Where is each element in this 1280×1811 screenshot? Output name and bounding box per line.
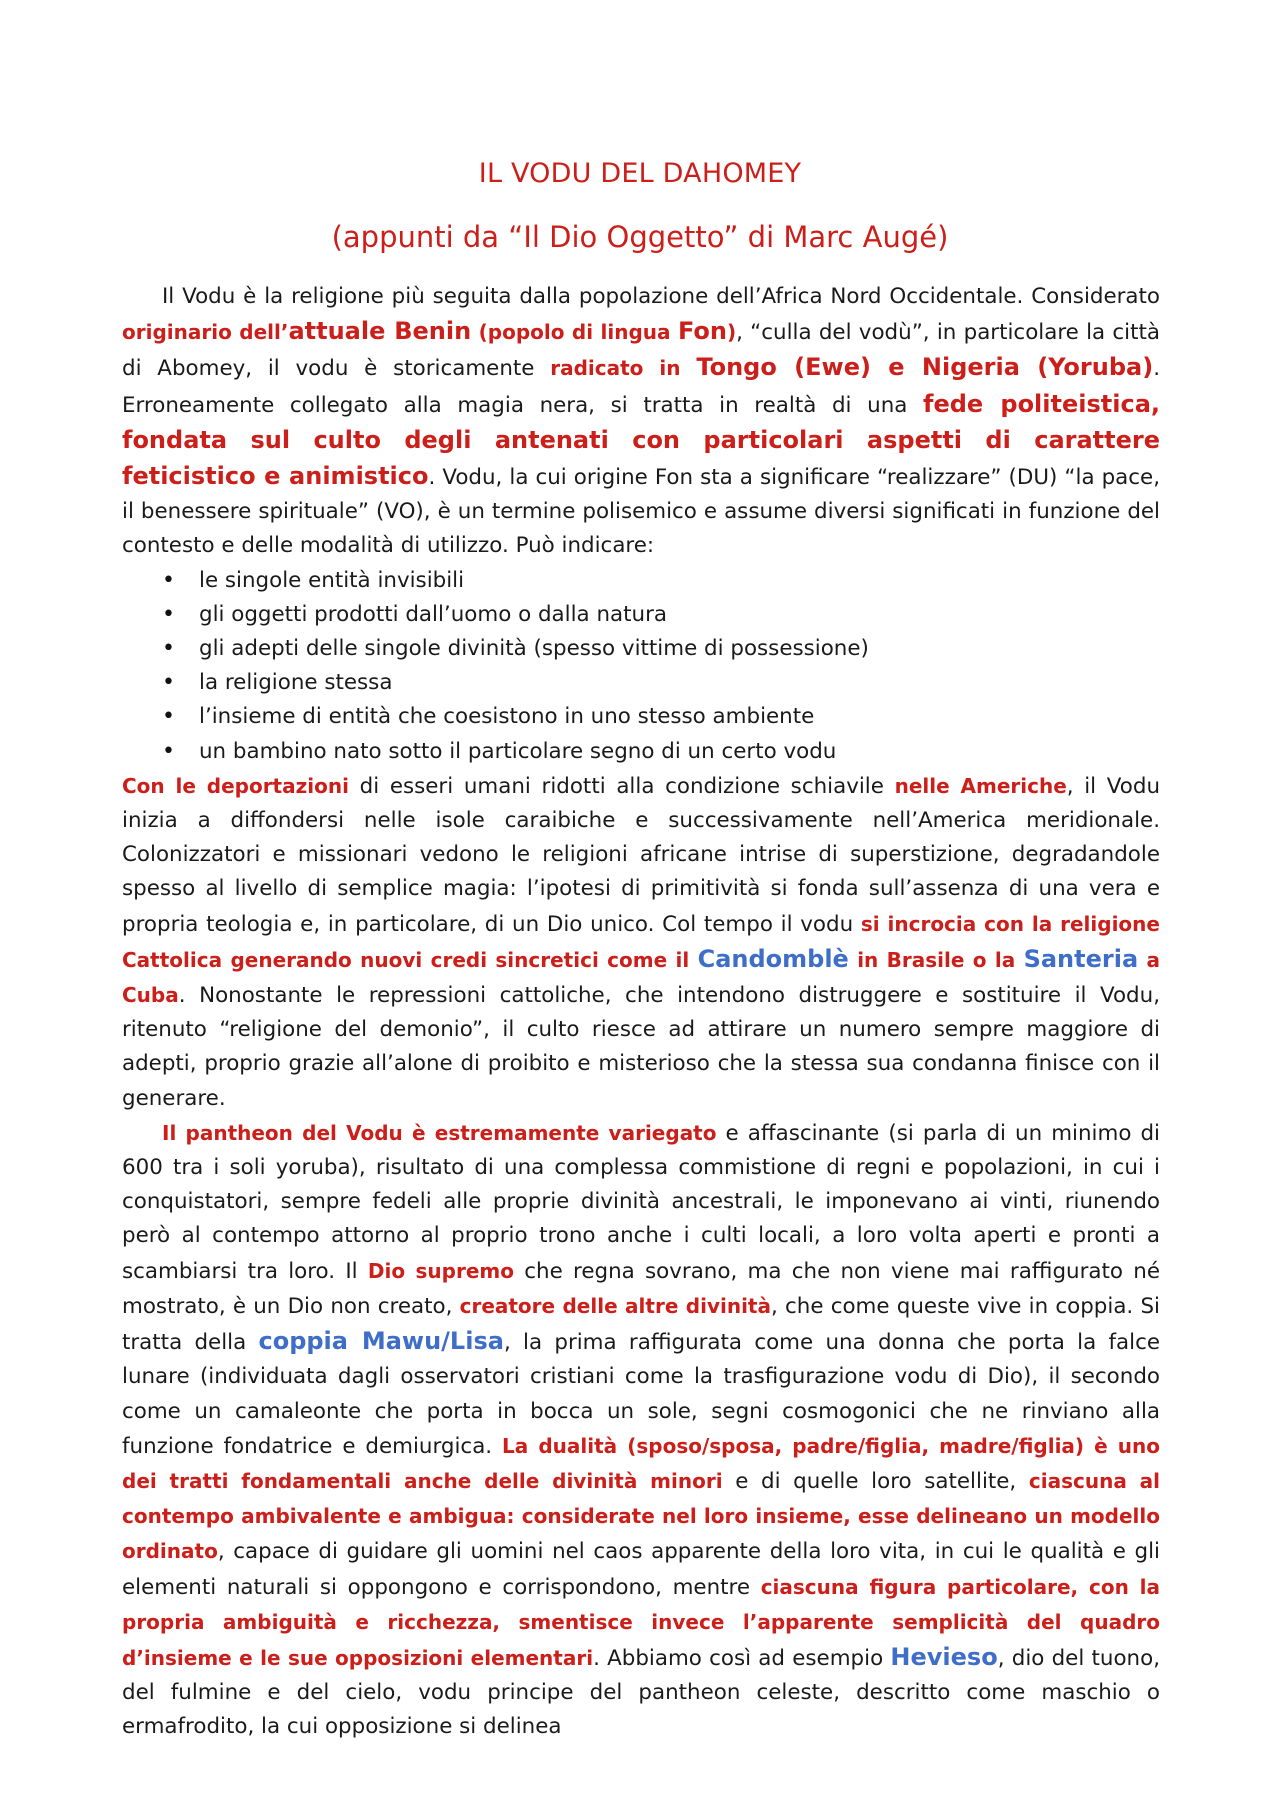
highlight-text: Tongo (Ewe) e Nigeria (Yoruba) xyxy=(696,353,1154,382)
highlight-text: Dio supremo xyxy=(367,1258,514,1283)
list-item: • l’insieme di entità che coesistono in uno stesso ambiente xyxy=(122,700,1160,734)
text-run: . Abbiamo così ad esempio xyxy=(593,1645,891,1671)
highlight-text: attuale Benin xyxy=(288,317,472,346)
highlight-text: (popolo di lingua xyxy=(471,320,678,345)
paragraph-intro xyxy=(122,280,1160,564)
paragraph-pantheon xyxy=(122,1116,1160,1745)
paragraph-deportations xyxy=(122,769,1160,1116)
list-item: • le singole entità invisibili xyxy=(122,564,1160,598)
highlight-text: Fon xyxy=(677,317,727,346)
highlight-text: a Cuba xyxy=(122,947,1160,1008)
highlight-text: si incrocia con la religione Cattolica generando nuovi credi sincretici come il xyxy=(122,911,1160,972)
highlight-text: Con le deportazioni xyxy=(122,773,349,798)
text-run: , dio del tuono, del fulmine e del cielo, vodu principe del pantheon celeste, descritto come maschio o ermafrodito, la cui opposizione si delinea xyxy=(122,1645,1160,1740)
document-subtitle: (appunti da “Il Dio Oggetto” di Marc Augé) xyxy=(331,220,949,254)
highlight-text: radicato in xyxy=(550,356,697,381)
highlight-text: originario dell’ xyxy=(122,320,289,345)
text-run: di esseri umani ridotti alla condizione schiavile xyxy=(348,773,895,799)
highlight-text: ) xyxy=(726,320,737,345)
text-run: , “culla del vodù”, in particolare la città di Abomey, il vodu è storicamente xyxy=(122,320,1160,382)
text-run: . Nonostante le repressioni cattoliche, che intendono distruggere e sostituire il Vodu, ritenuto “religione del demonio”, il culto riesce ad attirare un numero sempre maggiore di adepti, proprio grazie all’alone di proibito e misterioso che la stessa sua condanna finisce con il generare. xyxy=(122,983,1160,1111)
meanings-list xyxy=(122,564,1160,769)
text-run: , la prima raffigurata come una donna che porta la falce lunare (individuata dagli osservatori cristiani come la trasfigurazione vodu di Dio), il secondo come un camaleonte che porta in bocca un sole, segni cosmogonici che ne rinviano alla funzione fondatrice e demiurgica. xyxy=(122,1330,1160,1459)
text-run: Il Vodu è la religione più seguita dalla popolazione dell’Africa Nord Occidentale. Considerato xyxy=(162,284,1160,309)
text-run: , capace di guidare gli uomini nel caos apparente della loro vita, in cui le qualità e gli elementi naturali si oppongono e corrispondono, mentre xyxy=(122,1539,1160,1600)
highlight-text: ciascuna al contempo ambivalente e ambigua: considerate nel loro insieme, esse delineano un modello ordinato xyxy=(122,1468,1160,1564)
highlight-text: La dualità (sposo/sposa, padre/figlia, madre/figlia) è uno dei tratti fondamentali anche delle divinità minori xyxy=(122,1433,1160,1493)
text-run: , che come queste vive in coppia. Si tratta della xyxy=(122,1293,1160,1356)
text-run: , il Vodu inizia a diffondersi nelle isole caraibiche e successivamente nell’America meridionale. Colonizzatori e missionari vedono le religioni africane intrise di superstizione, degradandole spesso al livello di semplice magia: l’ipotesi di primitività si fonda sull’assenza di una vera e propria teologia e, in particolare, di un Dio unico. Col tempo il vodu xyxy=(122,773,1160,937)
blue-highlight-text: Santeria xyxy=(1023,944,1139,973)
blue-highlight-text: coppia Mawu/Lisa xyxy=(258,1327,504,1356)
highlight-text: fede politeistica, fondata sul culto degli antenati con particolari aspetti di carattere feticistico e animistico xyxy=(122,389,1161,491)
highlight-text: in Brasile o la xyxy=(848,947,1024,972)
list-item: • gli adepti delle singole divinità (spesso vittime di possessione) xyxy=(122,632,1160,666)
text-run: e di quelle loro satellite, xyxy=(722,1468,1029,1494)
list-item: • gli oggetti prodotti dall’uomo o dalla natura xyxy=(122,598,1160,632)
document-title: IL VODU DEL DAHOMEY xyxy=(478,158,802,189)
text-run: . Vodu, la cui origine Fon sta a significare “realizzare” (DU) “la pace, il benessere spirituale” (VO), è un termine polisemico e assume diversi significati in funzione del contesto e delle modalità di utilizzo. Può indicare: xyxy=(122,465,1160,559)
highlight-text: ciascuna figura particolare, con la propria ambiguità e ricchezza, smentisce invece l’apparente semplicità del quadro d’insieme e le sue opposizioni elementari xyxy=(122,1574,1161,1670)
highlight-text: nelle Americhe xyxy=(894,773,1067,798)
text-run: che regna sovrano, ma che non viene mai raffigurato né mostrato, è un Dio non creato, xyxy=(122,1258,1160,1319)
list-item: • la religione stessa xyxy=(122,666,1160,700)
text-run: . Erroneamente collegato alla magia nera, si tratta in realtà di una xyxy=(122,356,1160,418)
text-run: e affascinante (si parla di un minimo di 600 tra i soli yoruba), risultato di una complessa commistione di regni e popolazioni, in cui i conquistatori, sempre fedeli alle proprie divinità ancestrali, le imponevano ai vinti, riunendo però al contempo attorno al proprio trono anche i culti locali, a loro volta aperti e pronti a scambiarsi tra loro. Il xyxy=(122,1120,1160,1284)
highlight-text: creatore delle altre divinità xyxy=(459,1293,771,1318)
list-item: • un bambino nato sotto il particolare segno di un certo vodu xyxy=(122,735,1160,769)
highlight-text: Il pantheon del Vodu è estremamente variegato xyxy=(162,1120,717,1145)
blue-highlight-text: Hevieso xyxy=(890,1642,998,1671)
blue-highlight-text: Candomblè xyxy=(697,944,849,973)
document-body xyxy=(122,280,1160,1745)
